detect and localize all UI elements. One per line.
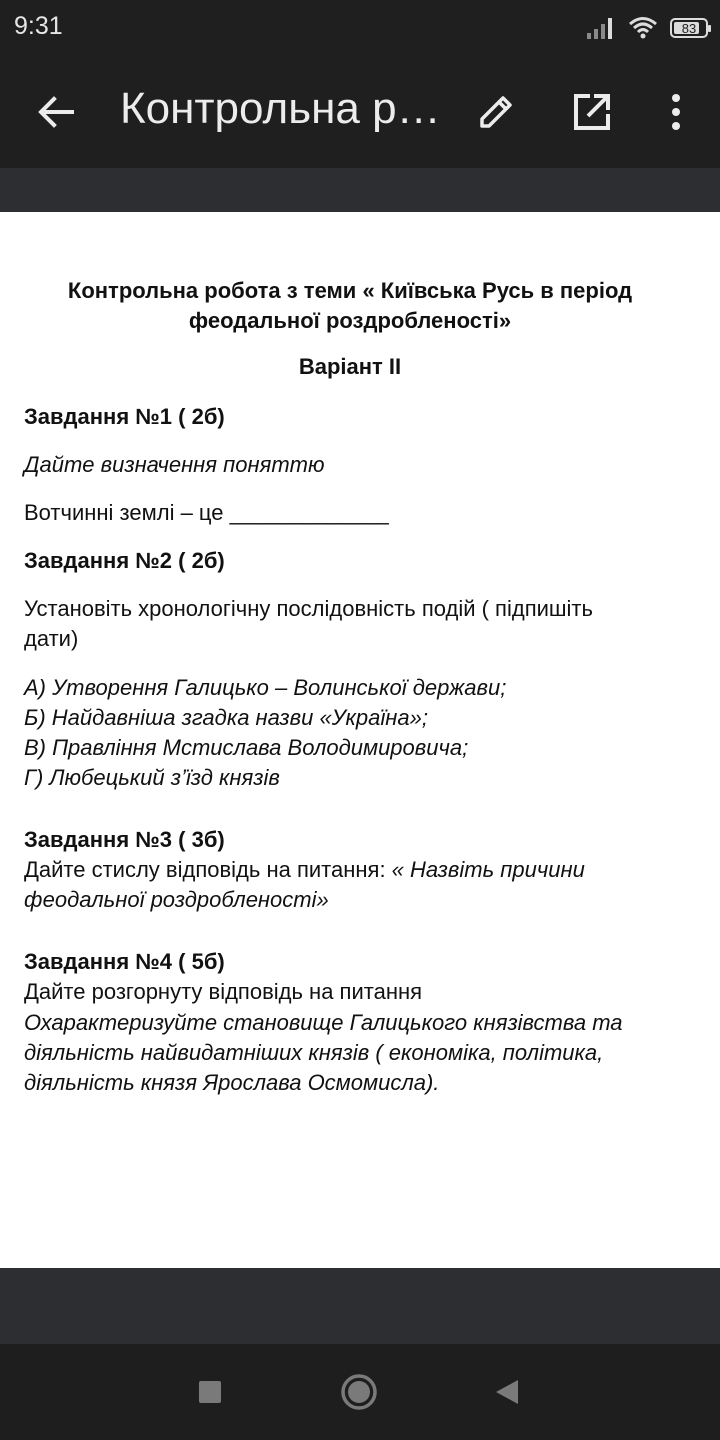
task1-prompt: Вотчинні землі – це _____________ <box>24 500 389 525</box>
task3-heading: Завдання №3 ( 3б) <box>24 827 225 852</box>
task2-item-c: В) Правління Мстислава Володимировича; <box>24 735 469 760</box>
navigation-bar <box>0 1344 720 1440</box>
more-vert-icon[interactable] <box>654 90 698 134</box>
battery-icon <box>670 18 708 38</box>
status-icons <box>586 14 708 42</box>
triangle-back-icon[interactable] <box>486 1370 530 1414</box>
task4-question-line3: діяльність князя Ярослава Осмомисла). <box>24 1070 440 1095</box>
task4-instruction: Дайте розгорнуту відповідь на питання <box>24 979 423 1004</box>
status-bar <box>0 0 720 56</box>
task3-instruction: Дайте стислу відповідь на питання: <box>24 857 392 882</box>
task3-question-line2: феодальної роздробленості» <box>24 887 329 912</box>
status-time: 9:31 <box>14 12 63 40</box>
task2-instruction-line1: Установіть хронологічну послідовність подій ( підпишіть <box>24 596 593 621</box>
open-external-icon[interactable] <box>570 90 614 134</box>
battery-level: 83 <box>681 20 697 36</box>
document-title: Контрольна р… <box>120 84 441 133</box>
square-recents-icon[interactable] <box>188 1370 232 1414</box>
pencil-icon[interactable] <box>474 90 518 134</box>
signal-icon <box>586 17 616 39</box>
document-page <box>0 212 720 1268</box>
title-line-2: феодальної роздробленості» <box>188 308 512 333</box>
task4-question-line2: діяльність найвидатніших князів ( економіка, політика, <box>24 1040 604 1065</box>
title-line-1: Контрольна робота з теми « Київська Русь в період <box>67 278 633 303</box>
viewer-background-bottom <box>0 1268 720 1344</box>
task3-question-line1 <box>24 855 674 885</box>
wifi-icon <box>628 16 658 40</box>
task2-item-a: А) Утворення Галицько – Волинської держави; <box>24 675 507 700</box>
page-title <box>40 276 660 336</box>
app-bar <box>0 56 720 168</box>
circle-home-icon[interactable] <box>337 1370 381 1414</box>
variant-label: Варіант II <box>298 354 402 379</box>
back-arrow-icon[interactable] <box>34 90 78 134</box>
task2-item-b: Б) Найдавніша згадка назви «Україна»; <box>24 705 428 730</box>
task1-instruction: Дайте визначення поняттю <box>24 452 325 477</box>
task4-question-line1: Охарактеризуйте становище Галицького князівства та <box>24 1010 623 1035</box>
task2-heading: Завдання №2 ( 2б) <box>24 548 225 573</box>
viewer-background-top <box>0 168 720 212</box>
task3-question-start: « Назвіть причини <box>391 857 585 882</box>
task2-instruction-line2: дати) <box>24 626 79 651</box>
task2-item-d: Г) Любецький з’їзд князів <box>24 765 280 790</box>
task4-heading: Завдання №4 ( 5б) <box>24 949 225 974</box>
task1-heading: Завдання №1 ( 2б) <box>24 404 225 429</box>
